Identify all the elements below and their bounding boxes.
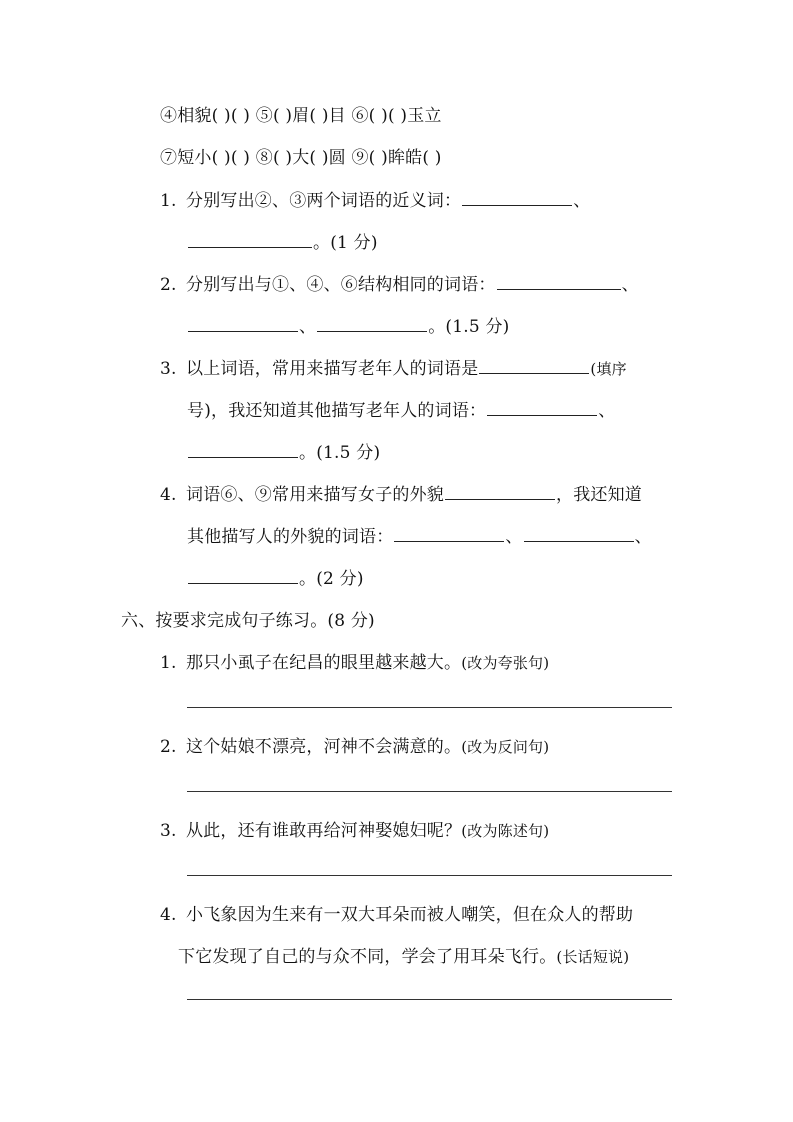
answer-line-1[interactable] (187, 707, 672, 708)
separator: 、 (621, 275, 639, 295)
separator: 、 (573, 191, 591, 211)
question-2-line-1 (160, 273, 639, 297)
question-text: 号)，我还知道其他描写老年人的词语： (187, 401, 487, 421)
answer-blank[interactable] (497, 273, 621, 290)
answer-blank[interactable] (188, 567, 298, 584)
question-3-line-2 (187, 399, 615, 423)
question-text: 下它发现了自己的与众不同，学会了用耳朵飞行。 (178, 947, 557, 967)
answer-line-2[interactable] (187, 791, 672, 792)
question-number: 3. (160, 359, 177, 379)
sentence-4-line-2 (178, 945, 629, 969)
answer-blank[interactable] (188, 441, 298, 458)
sentence-3 (160, 819, 549, 843)
question-text: 词语⑥、⑨常用来描写女子的外貌 (186, 485, 444, 505)
answer-blank[interactable] (445, 483, 555, 500)
question-number: 2. (160, 275, 177, 295)
hint-text: (长话短说) (556, 948, 630, 966)
question-4-line-2 (187, 525, 652, 549)
question-text: 其他描写人的外貌的词语： (187, 527, 394, 547)
answer-blank[interactable] (479, 357, 589, 374)
score-note: 。(2 分) (299, 569, 364, 589)
answer-blank[interactable] (462, 189, 572, 206)
score-note: 。(1.5 分) (299, 443, 381, 463)
word-row-1: ④相貌( )( ) ⑤( )眉( )目 ⑥( )( )玉立 (160, 106, 442, 126)
separator: 、 (299, 317, 317, 337)
question-number: 4. (160, 905, 177, 925)
question-text: 小飞象因为生来有一双大耳朵而被人嘲笑，但在众人的帮助 (186, 905, 634, 925)
question-text: 从此，还有谁敢再给河神娶媳妇呢？ (186, 821, 462, 841)
question-3-line-1 (160, 357, 627, 381)
hint-text: (改为陈述句) (461, 822, 550, 840)
question-number: 4. (160, 485, 177, 505)
score-note: 。(1.5 分) (428, 317, 510, 337)
question-number: 1. (160, 191, 177, 211)
question-4-line-1 (160, 483, 642, 507)
hint-text: (改为反问句) (461, 738, 550, 756)
separator: 、 (505, 527, 523, 547)
sentence-1 (160, 651, 549, 675)
answer-blank[interactable] (394, 525, 504, 542)
section-6-heading: 六、按要求完成句子练习。(8 分) (121, 611, 375, 631)
question-text: 分别写出②、③两个词语的近义词： (186, 191, 462, 211)
answer-blank[interactable] (188, 231, 312, 248)
answer-blank[interactable] (524, 525, 634, 542)
hint-text: (填序 (590, 360, 627, 378)
hint-text: (改为夸张句) (461, 654, 550, 672)
answer-line-4[interactable] (187, 999, 672, 1000)
sentence-2 (160, 735, 549, 759)
question-number: 1. (160, 653, 177, 673)
question-text: 这个姑娘不漂亮，河神不会满意的。 (186, 737, 462, 757)
question-number: 3. (160, 821, 177, 841)
sentence-4-line-1 (160, 903, 633, 927)
question-number: 2. (160, 737, 177, 757)
question-text: 那只小虱子在纪昌的眼里越来越大。 (186, 653, 462, 673)
question-3-line-3 (187, 441, 380, 465)
answer-blank[interactable] (317, 315, 427, 332)
question-text: ，我还知道 (556, 485, 642, 505)
question-2-line-2 (187, 315, 510, 339)
word-row-2: ⑦短小( )( ) ⑧( )大( )圆 ⑨( )眸皓( ) (160, 148, 442, 168)
separator: 、 (598, 401, 616, 421)
answer-line-3[interactable] (187, 875, 672, 876)
question-1-line-1 (160, 189, 590, 213)
answer-blank[interactable] (188, 315, 298, 332)
question-4-line-3 (187, 567, 364, 591)
separator: 、 (634, 527, 652, 547)
answer-blank[interactable] (487, 399, 597, 416)
question-text: 分别写出与①、④、⑥结构相同的词语： (186, 275, 496, 295)
question-1-line-2 (187, 231, 378, 255)
question-text: 以上词语，常用来描写老年人的词语是 (186, 359, 479, 379)
score-note: 。(1 分) (313, 233, 378, 253)
